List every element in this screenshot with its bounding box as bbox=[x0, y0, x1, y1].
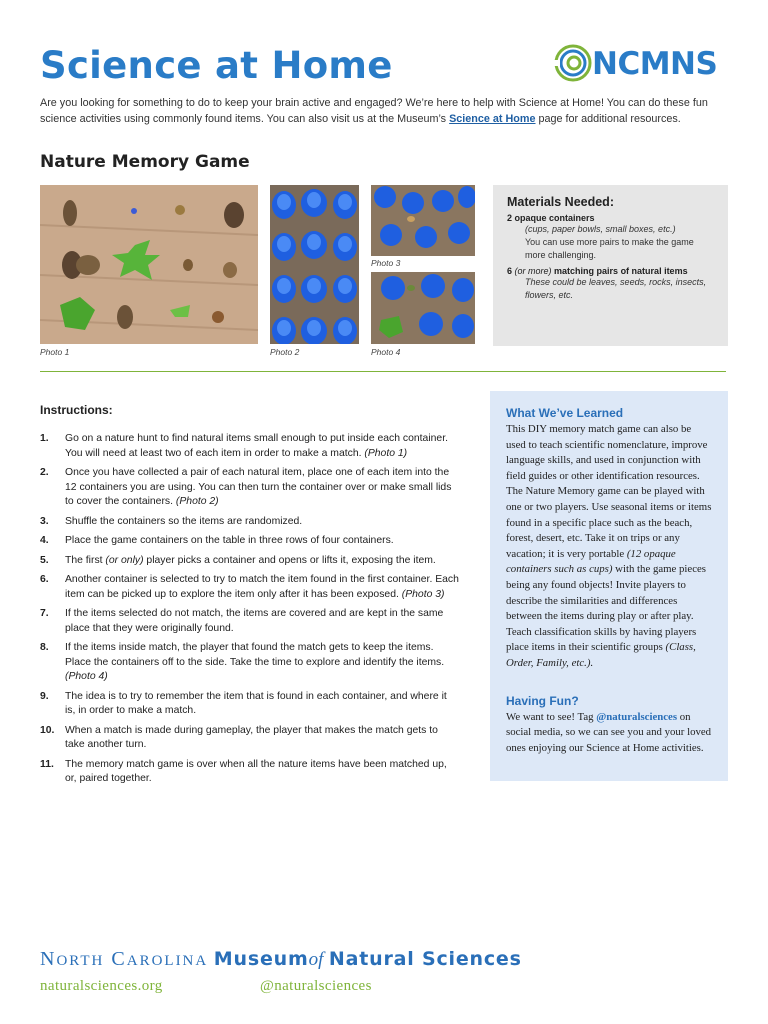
materials-panel bbox=[493, 185, 728, 346]
step-number: 4. bbox=[40, 535, 49, 546]
materials-item-containers-note: You can use more pairs to make the game more challenging. bbox=[525, 237, 694, 260]
learned-panel bbox=[490, 391, 728, 781]
having-fun-body bbox=[506, 710, 712, 757]
photo-3-image bbox=[371, 185, 475, 256]
intro-paragraph bbox=[40, 96, 730, 127]
materials-item-containers: 2 opaque containers bbox=[507, 213, 595, 223]
having-fun-text-end: on social media, so we can see you and your loved ones enjoying our Science at Home activities. bbox=[506, 710, 712, 754]
materials-item-pairs bbox=[507, 266, 714, 276]
social-tag-link[interactable]: @naturalsciences bbox=[596, 710, 678, 723]
having-fun-text: We want to see! Tag bbox=[506, 710, 597, 723]
instruction-step bbox=[40, 534, 460, 549]
page-title: Science at Home bbox=[40, 44, 393, 87]
materials-item-pairs-detail: These could be leaves, seeds, rocks, insects, flowers, etc. bbox=[525, 277, 707, 300]
footer-of: of bbox=[308, 949, 324, 970]
instruction-step bbox=[40, 515, 460, 530]
step-text: When a match is made during gameplay, the player that makes the match gets to take another turn. bbox=[65, 724, 438, 750]
photo-2-caption: Photo 2 bbox=[270, 347, 300, 357]
step-text: Go on a nature hunt to find natural items small enough to put inside each container. You will need at least two of each item in order to make a match. bbox=[65, 433, 448, 459]
step-text: The memory match game is over when all the nature items have been matched up, or, paired together. bbox=[65, 758, 447, 784]
photo-1 bbox=[40, 185, 258, 344]
instructions-title: Instructions: bbox=[40, 403, 113, 417]
step-text: If the items selected do not match, the items are covered and are kept in the same place that they were originally found. bbox=[65, 608, 444, 634]
instruction-step bbox=[40, 607, 460, 636]
science-at-home-link[interactable]: Science at Home bbox=[449, 112, 536, 125]
photo-2-image bbox=[270, 185, 359, 344]
footer-state-c: C bbox=[111, 948, 127, 970]
step-photo-ref: (Photo 1) bbox=[364, 447, 408, 459]
learned-body-italic: (12 opaque containers such as cups) bbox=[506, 547, 676, 576]
learned-body-text: This DIY memory match game can also be used to teach scientific nomenclature, improve language skills, and used in conjunction with field guides or other identification resources. The Nature Memory game can be played with one or two players. Use seasonal items or items found in a specific place such as the beach, forest, desert, etc. Take it on trips or any vacation; it is very portable bbox=[506, 423, 712, 560]
step-number: 2. bbox=[40, 467, 49, 478]
instructions-list bbox=[40, 432, 460, 792]
ncmns-logo bbox=[552, 42, 728, 84]
step-number: 3. bbox=[40, 515, 49, 527]
instruction-step bbox=[40, 641, 460, 685]
step-text: The first bbox=[65, 554, 106, 566]
footer-state-orth: ORTH bbox=[56, 953, 105, 969]
step-number: 7. bbox=[40, 608, 49, 619]
photo-3-caption: Photo 3 bbox=[371, 258, 401, 268]
instruction-step bbox=[40, 758, 460, 787]
learned-body bbox=[506, 422, 712, 672]
instruction-step bbox=[40, 573, 460, 602]
instruction-step bbox=[40, 432, 460, 461]
step-text-end: player picks a container and opens or lifts it, exposing the item. bbox=[143, 554, 436, 566]
step-number: 5. bbox=[40, 554, 49, 566]
materials-title: Materials Needed: bbox=[507, 195, 614, 209]
section-divider bbox=[40, 371, 726, 372]
photo-4 bbox=[371, 272, 475, 344]
materials-item-pairs-qty-italic: (or more) bbox=[514, 266, 552, 276]
step-text: Another container is selected to try to match the item found in the first container. Each item can be picked up to explore the item only after it has been exposed. bbox=[65, 574, 459, 600]
step-number: 10. bbox=[40, 724, 55, 736]
learned-title: What We’ve Learned bbox=[506, 406, 624, 420]
ncmns-logo-mark-icon bbox=[552, 42, 594, 84]
materials-item-pairs-label: matching pairs of natural items bbox=[551, 266, 688, 276]
photo-3 bbox=[371, 185, 475, 256]
footer-natural-sciences: Natural Sciences bbox=[328, 948, 522, 970]
photo-2 bbox=[270, 185, 359, 344]
instruction-step bbox=[40, 466, 460, 510]
step-number: 8. bbox=[40, 642, 49, 653]
footer-state-arolina: AROLINA bbox=[126, 953, 209, 969]
materials-item-pairs-qty: 6 bbox=[507, 266, 513, 276]
photo-4-image bbox=[371, 272, 475, 344]
intro-text: Are you looking for something to do to keep your brain active and engaged? We’re here to help with Science at Home! You can do these fun science activities using commonly found items. You can also visit us at the Museum’s bbox=[40, 97, 708, 125]
ncmns-logo-text: NCMNS bbox=[592, 46, 718, 82]
footer-museum-name bbox=[40, 948, 522, 971]
step-photo-ref: (Photo 4) bbox=[65, 671, 108, 682]
step-number: 9. bbox=[40, 690, 49, 702]
photo-1-caption: Photo 1 bbox=[40, 347, 70, 357]
instruction-step bbox=[40, 690, 460, 719]
learned-body-text-2: with the game pieces being any found objects! Invite players to describe the similarities and differences between the items during play or after play. Teach classification skills by having players place items in their scientific groups bbox=[506, 563, 707, 654]
step-text: Shuffle the containers so the items are randomized. bbox=[65, 515, 303, 527]
having-fun-title: Having Fun? bbox=[506, 693, 579, 708]
step-photo-ref: (Photo 3) bbox=[401, 588, 445, 600]
step-text: Place the game containers on the table in three rows of four containers. bbox=[65, 535, 394, 546]
intro-text-end: page for additional resources. bbox=[535, 112, 681, 125]
section-title: Nature Memory Game bbox=[40, 152, 250, 172]
step-text: If the items inside match, the player that found the match gets to keep the items. Place the containers off to the side. Take the time to explore and identify the items. bbox=[65, 642, 445, 668]
step-text: Once you have collected a pair of each natural item, place one of each item into the 12 containers you are using. You can then turn the container over or make small lids to cover the containers. bbox=[65, 467, 452, 507]
photo-4-caption: Photo 4 bbox=[371, 347, 401, 357]
footer-social-handle[interactable]: @naturalsciences bbox=[260, 978, 372, 994]
learned-body-italic-2: (Class, Order, Family, etc.). bbox=[506, 641, 696, 669]
step-text: The idea is to try to remember the item that is found in each container, and where it is, in order to make a match. bbox=[65, 690, 447, 716]
step-text-italic: (or only) bbox=[105, 554, 144, 566]
step-number: 6. bbox=[40, 574, 49, 585]
footer-museum: Museum bbox=[213, 948, 309, 970]
materials-item-containers-detail: (cups, paper bowls, small boxes, etc.) bbox=[525, 224, 676, 234]
instruction-step bbox=[40, 724, 460, 753]
step-photo-ref: (Photo 2) bbox=[175, 496, 219, 507]
footer-state-n: N bbox=[40, 948, 57, 970]
photo-1-image bbox=[40, 185, 258, 344]
step-number: 1. bbox=[40, 433, 49, 444]
instruction-step bbox=[40, 554, 460, 569]
step-number: 11. bbox=[40, 758, 54, 770]
footer-website-link[interactable]: naturalsciences.org bbox=[40, 978, 163, 994]
footer-state bbox=[40, 948, 208, 970]
